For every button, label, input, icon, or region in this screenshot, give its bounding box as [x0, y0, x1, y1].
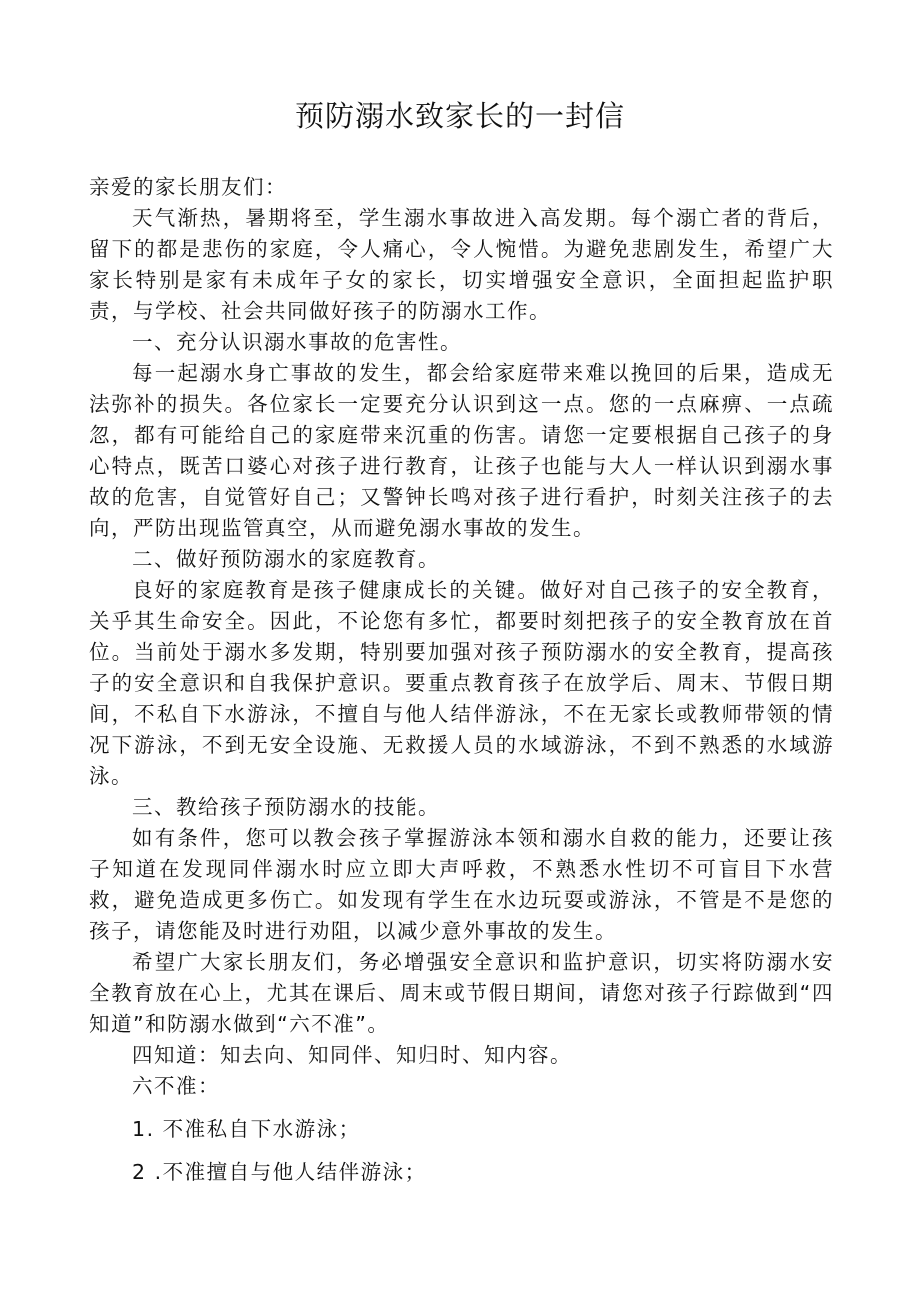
- closing-paragraph: 希望广大家长朋友们，务必增强安全意识和监护意识，切实将防溺水安全教育放在心上，尤其在课后、周末或节假日期间，请您对孩子行踪做到“四知道”和防溺水做到“六不准”。: [89, 950, 834, 1036]
- six-not-heading: 六不准：: [132, 1074, 221, 1098]
- section-heading-1: 一、充分认识溺水事故的危害性。: [132, 330, 463, 354]
- salutation: 亲爱的家长朋友们：: [89, 175, 287, 199]
- letter-body: [89, 172, 834, 1188]
- list-item: 2 .不准擅自与他人结伴游泳；: [132, 1160, 427, 1184]
- list-item: 1. 不准私自下水游泳；: [132, 1117, 361, 1141]
- intro-paragraph: 天气渐热，暑期将至，学生溺水事故进入高发期。每个溺亡者的背后，留下的都是悲伤的家庭，令人痛心，令人惋惜。为避免悲剧发生，希望广大家长特别是家有未成年子女的家长，切实增强安全意识，全面担起监护职责，与学校、社会共同做好孩子的防溺水工作。: [89, 206, 834, 323]
- section-paragraph-1: 每一起溺水身亡事故的发生，都会给家庭带来难以挽回的后果，造成无法弥补的损失。各位家长一定要充分认识到这一点。您的一点麻痹、一点疏忽，都有可能给自己的家庭带来沉重的伤害。请您一定要根据自己孩子的身心特点，既苦口婆心对孩子进行教育，让孩子也能与大人一样认识到溺水事故的危害，自觉管好自己；又警钟长鸣对孩子进行看护，时刻关注孩子的去向，严防出现监管真空，从而避免溺水事故的发生。: [89, 361, 834, 540]
- document-title: 预防溺水致家长的一封信: [294, 99, 625, 133]
- section-paragraph-2: 良好的家庭教育是孩子健康成长的关键。做好对自己孩子的安全教育，关乎其生命安全。因此，不论您有多忙，都要时刻把孩子的安全教育放在首位。当前处于溺水多发期，特别要加强对孩子预防溺水的安全教育，提高孩子的安全意识和自我保护意识。要重点教育孩子在放学后、周末、节假日期间，不私自下水游泳，不擅自与他人结伴游泳，不在无家长或教师带领的情况下游泳，不到无安全设施、无救援人员的水域游泳，不到不熟悉的水域游泳。: [89, 578, 834, 788]
- four-know-line: 四知道：知去向、知同伴、知归时、知内容。: [132, 1043, 573, 1067]
- section-paragraph-3: 如有条件，您可以教会孩子掌握游泳本领和溺水自救的能力，还要让孩子知道在发现同伴溺水时应立即大声呼救，不熟悉水性切不可盲目下水营救，避免造成更多伤亡。如发现有学生在水边玩耍或游泳，不管是不是您的孩子，请您能及时进行劝阻，以减少意外事故的发生。: [89, 826, 834, 943]
- section-heading-2: 二、做好预防溺水的家庭教育。: [132, 547, 441, 571]
- section-heading-3: 三、教给孩子预防溺水的技能。: [132, 795, 441, 819]
